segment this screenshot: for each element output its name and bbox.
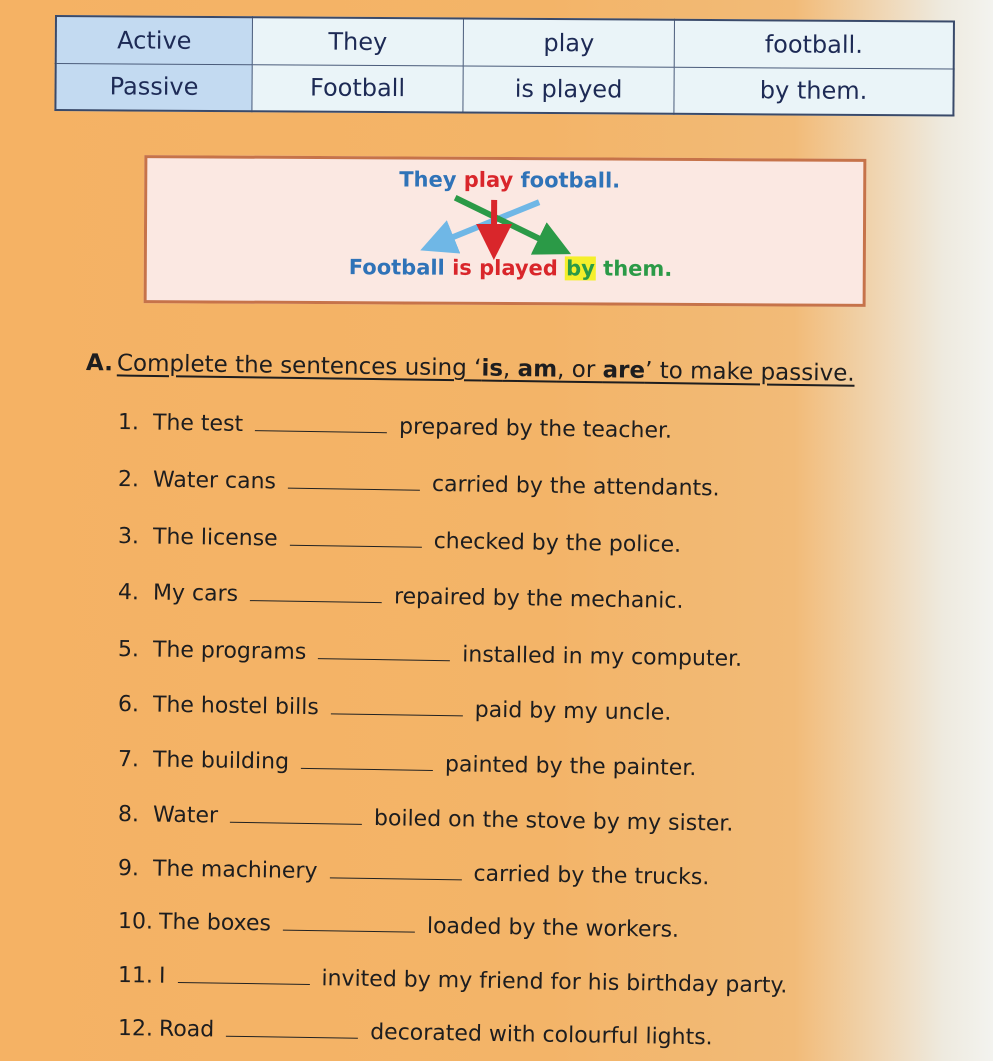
question-end: carried by the attendants.	[431, 471, 720, 502]
list-item	[118, 802, 734, 837]
table-row-active	[56, 16, 954, 68]
passive-by: by	[566, 256, 595, 281]
list-item	[118, 410, 672, 444]
question-number: 11.	[117, 963, 154, 989]
question-end: invited by my friend for his birthday party.	[321, 966, 788, 999]
answer-blank[interactable]	[177, 964, 309, 985]
question-start: The building	[152, 747, 290, 775]
table-row-label: Active	[56, 16, 253, 64]
question-start: Road	[158, 1016, 215, 1043]
passive-verb: is played	[452, 255, 558, 281]
question-end: boiled on the stove by my sister.	[373, 806, 734, 837]
arrow-subject-to-agent	[455, 198, 555, 247]
table-cell: Football	[252, 64, 463, 112]
active-passive-table	[54, 15, 955, 116]
question-number: 1.	[117, 410, 140, 436]
question-number: 2.	[117, 467, 140, 493]
question-number: 7.	[117, 747, 140, 773]
question-number: 3.	[117, 524, 140, 550]
answer-blank[interactable]	[250, 582, 382, 603]
question-start: The programs	[152, 637, 307, 665]
question-end: decorated with colourful lights.	[369, 1019, 713, 1051]
question-start: The test	[152, 410, 244, 437]
question-end: painted by the painter.	[444, 752, 697, 782]
table-row-passive	[55, 63, 953, 115]
question-end: paid by my uncle.	[474, 697, 672, 726]
question-end: installed in my computer.	[462, 642, 743, 672]
table-cell: by them.	[674, 67, 954, 116]
active-object: football.	[520, 168, 621, 193]
passive-agent: them.	[603, 256, 673, 281]
instruction-word-are: are	[602, 357, 646, 384]
question-number: 8.	[117, 802, 140, 828]
answer-blank[interactable]	[226, 1018, 358, 1039]
question-end: carried by the trucks.	[473, 861, 710, 891]
answer-blank[interactable]	[329, 859, 461, 880]
question-end: loaded by the workers.	[426, 913, 680, 943]
table-row-label: Passive	[55, 63, 252, 111]
exercise-instruction: Complete the sentences using ‘is, am, or are’ to make passive.	[116, 350, 855, 387]
list-item	[118, 580, 684, 614]
list-item	[118, 692, 672, 726]
answer-blank[interactable]	[283, 912, 415, 933]
table-cell: play	[463, 18, 674, 66]
question-start: I	[158, 963, 166, 989]
table-cell: is played	[463, 65, 674, 113]
question-end: prepared by the teacher.	[398, 414, 673, 444]
question-number: 12.	[117, 1016, 154, 1042]
question-start: The hostel bills	[152, 692, 319, 721]
answer-blank[interactable]	[331, 695, 463, 716]
answer-blank[interactable]	[288, 470, 420, 491]
answer-blank[interactable]	[255, 412, 387, 433]
instruction-word-is: is	[481, 355, 504, 382]
answer-blank[interactable]	[290, 527, 422, 548]
question-start: Water cans	[152, 467, 277, 495]
question-number: 9.	[117, 856, 140, 882]
list-item	[118, 467, 720, 501]
question-start: The boxes	[158, 909, 272, 937]
table-cell: They	[252, 17, 463, 65]
answer-blank[interactable]	[230, 804, 362, 825]
question-number: 5.	[117, 637, 140, 663]
instruction-text: Complete the sentences using ‘	[116, 350, 482, 382]
question-start: Water	[152, 802, 219, 829]
instruction-text: ’ to make passive.	[644, 357, 855, 387]
arrow-object-to-subject	[437, 202, 539, 245]
table-cell: football.	[674, 20, 954, 69]
list-item	[118, 909, 679, 943]
question-end: checked by the police.	[433, 528, 682, 558]
question-end: repaired by the mechanic.	[393, 584, 684, 614]
passive-sentence	[349, 255, 673, 281]
question-start: The license	[152, 524, 278, 552]
exercise-marker: A.	[85, 350, 114, 377]
list-item	[118, 963, 788, 999]
list-item	[118, 747, 697, 781]
list-item	[118, 637, 743, 672]
answer-blank[interactable]	[318, 640, 450, 661]
list-item	[118, 856, 710, 890]
answer-blank[interactable]	[301, 750, 433, 771]
exercise-heading	[86, 350, 855, 387]
list-item	[118, 1016, 713, 1050]
active-sentence	[399, 167, 620, 192]
question-number: 6.	[117, 692, 140, 718]
question-number: 10.	[117, 909, 154, 935]
question-number: 4.	[117, 580, 140, 606]
transformation-diagram	[144, 155, 867, 307]
active-verb: play	[463, 167, 514, 193]
question-start: The machinery	[152, 856, 318, 885]
active-subject: They	[399, 167, 457, 192]
list-item	[118, 524, 682, 558]
instruction-word-am: am	[517, 356, 558, 383]
question-start: My cars	[152, 580, 239, 607]
passive-subject: Football	[348, 255, 445, 280]
